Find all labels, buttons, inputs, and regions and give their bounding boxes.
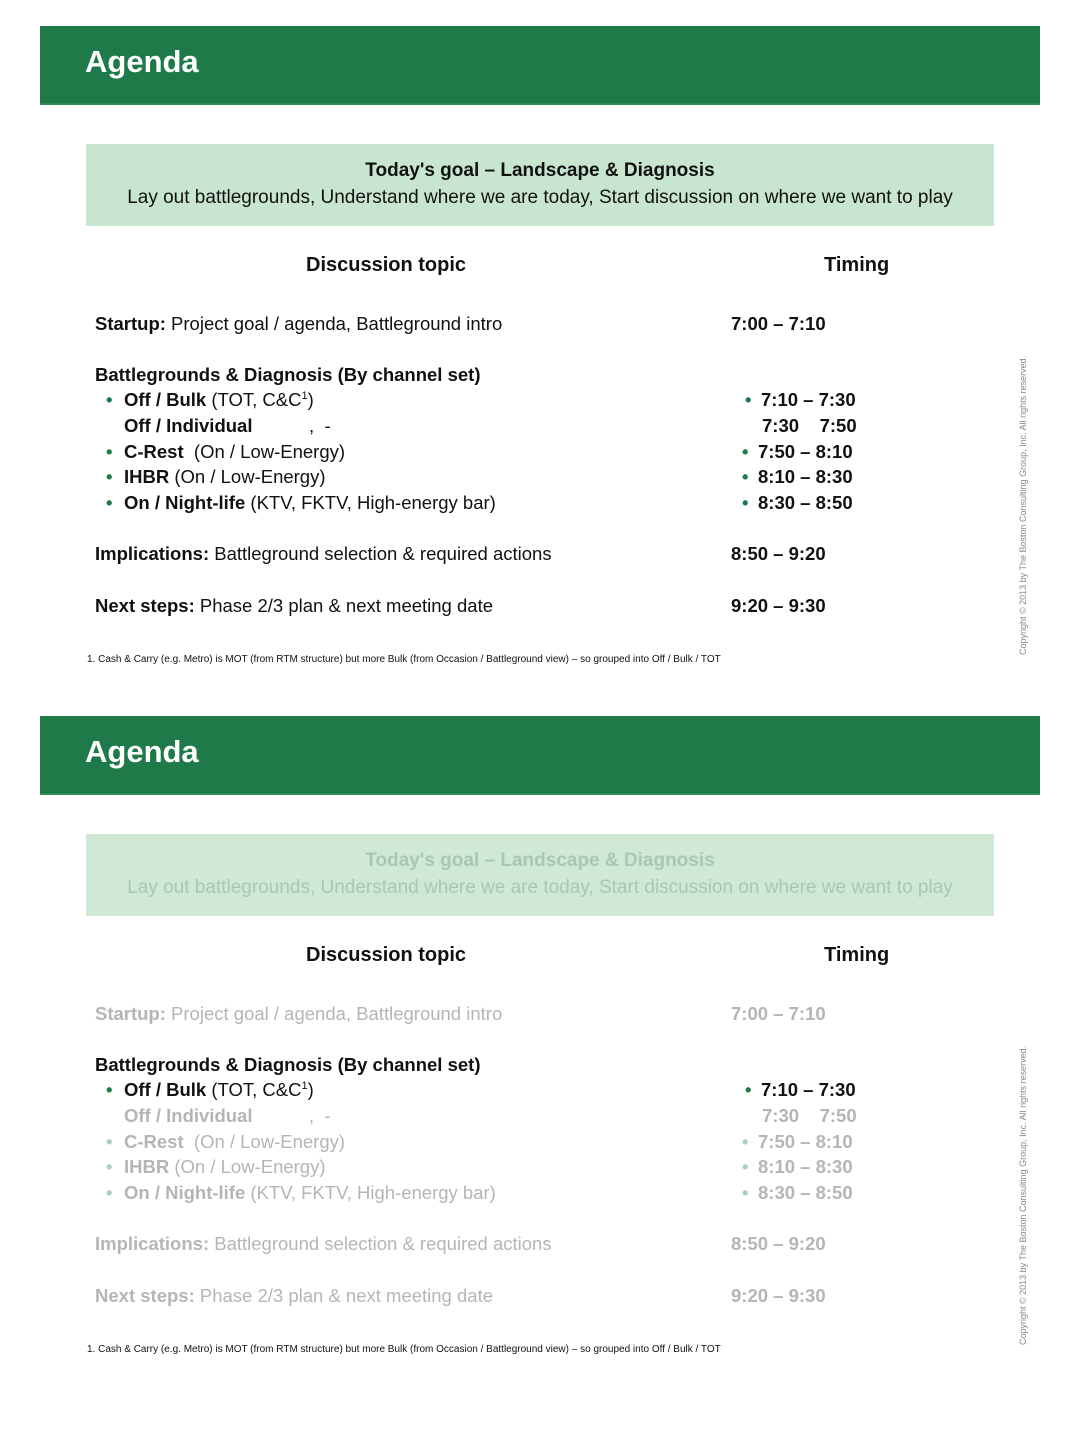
item-text-end: ) <box>307 1079 314 1100</box>
item-label: On / Night-life <box>124 1182 246 1203</box>
time-item <box>745 389 856 411</box>
row-label: Startup: <box>95 1003 166 1024</box>
list-item <box>106 1182 496 1204</box>
goal-box <box>86 144 994 226</box>
time-item <box>742 1156 853 1178</box>
column-header-topic: Discussion topic <box>306 944 467 966</box>
item-label: C-Rest <box>124 441 184 462</box>
item-label: IHBR <box>124 1156 170 1177</box>
bullet-icon: • <box>106 389 113 410</box>
bullet-icon: • <box>106 466 113 487</box>
agenda-row-implications <box>95 1233 552 1255</box>
bullet-icon: • <box>745 389 752 410</box>
row-label: Implications: <box>95 1233 210 1254</box>
item-text: , - <box>252 415 331 436</box>
time-value: 7:10 – 7:30 <box>761 1079 856 1100</box>
time-value: 8:30 – 8:50 <box>758 1182 853 1203</box>
bullet-icon: • <box>745 1079 752 1100</box>
item-text: (On / Low-Energy) <box>169 1156 326 1177</box>
time-item <box>742 1182 853 1204</box>
row-text: Phase 2/3 plan & next meeting date <box>194 1285 493 1306</box>
item-text: (On / Low-Energy) <box>183 441 346 462</box>
item-text: (TOT, C&C <box>206 389 302 410</box>
goal-subtitle: Lay out battlegrounds, Understand where we are today, Start discussion on where we want to play <box>127 877 953 898</box>
column-header-timing: Timing <box>824 944 890 966</box>
column-header-timing: Timing <box>824 254 890 276</box>
bullet-icon: • <box>742 1131 749 1152</box>
time-item: 7:30 7:50 <box>762 1105 857 1126</box>
bullet-icon: • <box>742 1156 749 1177</box>
agenda-slide-1 <box>0 0 1080 690</box>
item-text: , - <box>252 1105 331 1126</box>
list-item <box>106 389 314 411</box>
goal-title: Today's goal – Landscape & Diagnosis <box>365 850 715 871</box>
time-value: 7:50 – 8:10 <box>758 1131 853 1152</box>
item-text: (KTV, FKTV, High-energy bar) <box>245 1182 496 1203</box>
time-value: 8:10 – 8:30 <box>758 466 853 487</box>
list-item <box>106 492 496 514</box>
footnote-marker: 1 <box>301 1079 308 1092</box>
item-text: (TOT, C&C <box>206 1079 302 1100</box>
goal-subtitle: Lay out battlegrounds, Understand where we are today, Start discussion on where we want to play <box>127 187 953 208</box>
footnote-marker: 1 <box>301 389 308 402</box>
bullet-icon: • <box>106 1131 113 1152</box>
row-text: Battleground selection & required actions <box>209 543 552 564</box>
row-label: Next steps: <box>95 595 195 616</box>
item-label: Off / Individual <box>124 1105 253 1126</box>
list-item <box>106 466 326 488</box>
list-item <box>106 1105 331 1127</box>
row-text: Phase 2/3 plan & next meeting date <box>194 595 493 616</box>
row-label: Next steps: <box>95 1285 195 1306</box>
battlegrounds-heading <box>95 364 480 386</box>
goal-title: Today's goal – Landscape & Diagnosis <box>365 160 715 181</box>
copyright-notice: Copyright © 2013 by The Boston Consulting Group, Inc. All rights reserved. <box>1018 1045 1028 1345</box>
list-item <box>106 1156 326 1178</box>
row-label: Startup: <box>95 313 166 334</box>
row-text: Project goal / agenda, Battleground intro <box>165 313 503 334</box>
copyright-notice: Copyright © 2013 by The Boston Consulting Group, Inc. All rights reserved. <box>1018 355 1028 655</box>
goal-box <box>86 834 994 916</box>
bullet-icon: • <box>106 1156 113 1177</box>
agenda-row-next-steps <box>95 1285 493 1307</box>
bullet-icon: • <box>742 492 749 513</box>
bullet-icon: • <box>106 1079 113 1100</box>
time-value: 7:10 – 7:30 <box>761 389 856 410</box>
item-label: C-Rest <box>124 1131 184 1152</box>
slide-title: Agenda <box>85 44 199 79</box>
item-label: Off / Individual <box>124 415 253 436</box>
time-item <box>742 492 853 514</box>
battlegrounds-heading <box>95 1054 480 1076</box>
bullet-icon: • <box>106 1182 113 1203</box>
row-label: Implications: <box>95 543 210 564</box>
bullet-icon: • <box>742 1182 749 1203</box>
title-banner <box>40 26 1040 105</box>
time-value: 8:10 – 8:30 <box>758 1156 853 1177</box>
agenda-row-startup <box>95 313 502 335</box>
bullet-icon: • <box>742 441 749 462</box>
battlegrounds-heading-text: Battlegrounds & Diagnosis (By channel set) <box>95 364 481 385</box>
time-implications: 8:50 – 9:20 <box>731 1233 826 1254</box>
time-item <box>742 1131 853 1153</box>
item-label: IHBR <box>124 466 170 487</box>
item-label: Off / Bulk <box>124 1079 207 1100</box>
time-item: 7:30 7:50 <box>762 415 857 436</box>
item-text: (On / Low-Energy) <box>183 1131 346 1152</box>
item-text: (On / Low-Energy) <box>169 466 326 487</box>
list-item <box>106 1131 345 1153</box>
battlegrounds-heading-text: Battlegrounds & Diagnosis (By channel set) <box>95 1054 481 1075</box>
slide-title: Agenda <box>85 734 199 769</box>
list-item <box>106 1079 314 1101</box>
item-label: On / Night-life <box>124 492 246 513</box>
bullet-icon: • <box>742 466 749 487</box>
bullet-icon: • <box>106 492 113 513</box>
time-next-steps: 9:20 – 9:30 <box>731 595 826 616</box>
footnote: 1. Cash & Carry (e.g. Metro) is MOT (from RTM structure) but more Bulk (from Occasion / Battleground view) – so grouped into Off / Bulk / TOT <box>87 654 721 665</box>
row-text: Battleground selection & required actions <box>209 1233 552 1254</box>
title-banner <box>40 716 1040 795</box>
list-item <box>106 441 345 463</box>
agenda-row-startup <box>95 1003 502 1025</box>
time-item <box>742 466 853 488</box>
time-item <box>745 1079 856 1101</box>
time-item <box>742 441 853 463</box>
time-startup: 7:00 – 7:10 <box>731 313 826 334</box>
bullet-icon: • <box>106 441 113 462</box>
agenda-row-next-steps <box>95 595 493 617</box>
time-next-steps: 9:20 – 9:30 <box>731 1285 826 1306</box>
list-item <box>106 415 331 437</box>
item-text-end: ) <box>307 389 314 410</box>
time-implications: 8:50 – 9:20 <box>731 543 826 564</box>
footnote: 1. Cash & Carry (e.g. Metro) is MOT (from RTM structure) but more Bulk (from Occasion / Battleground view) – so grouped into Off / Bulk / TOT <box>87 1344 721 1355</box>
column-header-topic: Discussion topic <box>306 254 467 276</box>
agenda-row-implications <box>95 543 552 565</box>
time-startup: 7:00 – 7:10 <box>731 1003 826 1024</box>
item-label: Off / Bulk <box>124 389 207 410</box>
item-text: (KTV, FKTV, High-energy bar) <box>245 492 496 513</box>
time-value: 8:30 – 8:50 <box>758 492 853 513</box>
row-text: Project goal / agenda, Battleground intro <box>165 1003 503 1024</box>
agenda-slide-2 <box>0 690 1080 1380</box>
time-value: 7:50 – 8:10 <box>758 441 853 462</box>
